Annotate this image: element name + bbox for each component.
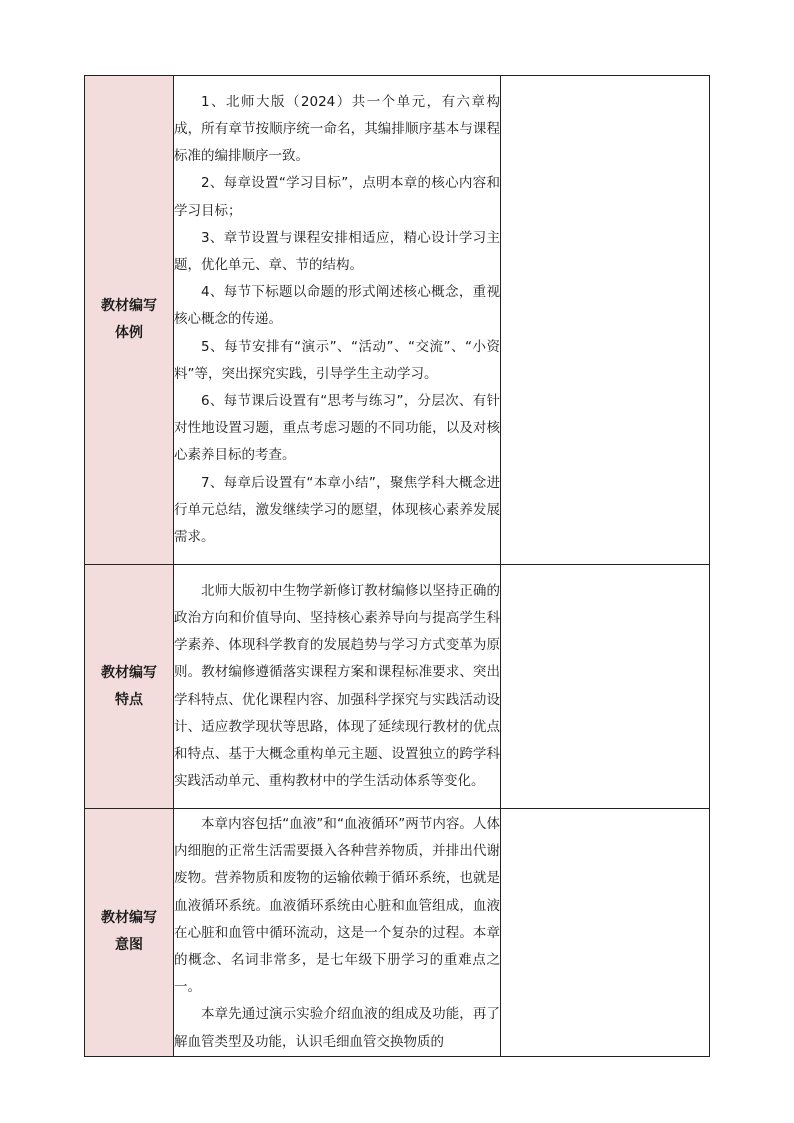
content-cell-features (174, 565, 501, 809)
table-row (85, 76, 710, 565)
label-line: 特点 (115, 691, 143, 708)
lesson-plan-table (84, 75, 710, 1057)
row-label-format (85, 76, 174, 565)
note-cell (501, 565, 710, 809)
content-cell-format (174, 76, 501, 565)
label-line: 教材编写 (101, 910, 157, 927)
paragraph: 4、每节下标题以命题的形式阐述核心概念，重视核心概念的传递。 (174, 284, 500, 328)
paragraph: 北师大版初中生物学新修订教材编修以坚持正确的政治方向和价值导向、坚持核心素养导向与提高学生科学素养、体现科学教育的发展趋势与学习方式变革为原则。教材编修遵循落实课程方案和课程标准要求、突出学科特点、优化课程内容、加强科学探究与实践活动设计、适应教学现状等思路，体现了延续现行教材的优点和特点、基于大概念重构单元主题、设置独立的跨学科实践活动单元、重构教材中的学生活动体系等变化。 (174, 582, 500, 790)
label-line: 体例 (115, 325, 143, 341)
paragraph: 5、每节安排有“演示”、“活动”、“交流”、“小资料”等，突出探究实践，引导学生主动学习。 (174, 338, 500, 382)
paragraph: 本章先通过演示实验介绍血液的组成及功能，再了解血管类型及功能，认识毛细血管交换物质的 (174, 1006, 500, 1050)
content-cell-intent (174, 809, 501, 1057)
paragraph: 2、每章设置“学习目标”，点明本章的核心内容和学习目标； (174, 175, 500, 219)
label-line: 教材编写 (101, 298, 157, 314)
paragraph: 7、每章后设置有“本章小结”，聚焦学科大概念进行单元总结，激发继续学习的愿望，体现核心素养发展需求。 (174, 474, 500, 546)
label-line: 意图 (115, 937, 143, 954)
paragraph: 本章内容包括“血液”和“血液循环”两节内容。人体内细胞的正常生活需要摄入各种营养物质，并排出代谢废物。营养物质和废物的运输依赖于循环系统，也就是血液循环系统。血液循环系统由心脏和血管组成，血液在心脏和血管中循环流动，这是一个复杂的过程。本章的概念、名词非常多，是七年级下册学习的重难点之一。 (174, 816, 500, 996)
table-row (85, 565, 710, 809)
note-cell (501, 809, 710, 1057)
row-label-features (85, 565, 174, 809)
label-line: 教材编写 (101, 664, 157, 681)
table-row (85, 809, 710, 1057)
row-label-intent (85, 809, 174, 1057)
paragraph: 6、每节课后设置有“思考与练习”，分层次、有针对性地设置习题，重点考虑习题的不同功能，以及对核心素养目标的考查。 (174, 393, 500, 464)
paragraph: 3、章节设置与课程安排相适应，精心设计学习主题，优化单元、章、节的结构。 (174, 229, 500, 273)
paragraph: 1、北师大版（2024）共一个单元，有六章构成，所有章节按顺序统一命名，其编排顺序基本与课程标准的编排顺序一致。 (174, 93, 500, 165)
note-cell (501, 76, 710, 565)
